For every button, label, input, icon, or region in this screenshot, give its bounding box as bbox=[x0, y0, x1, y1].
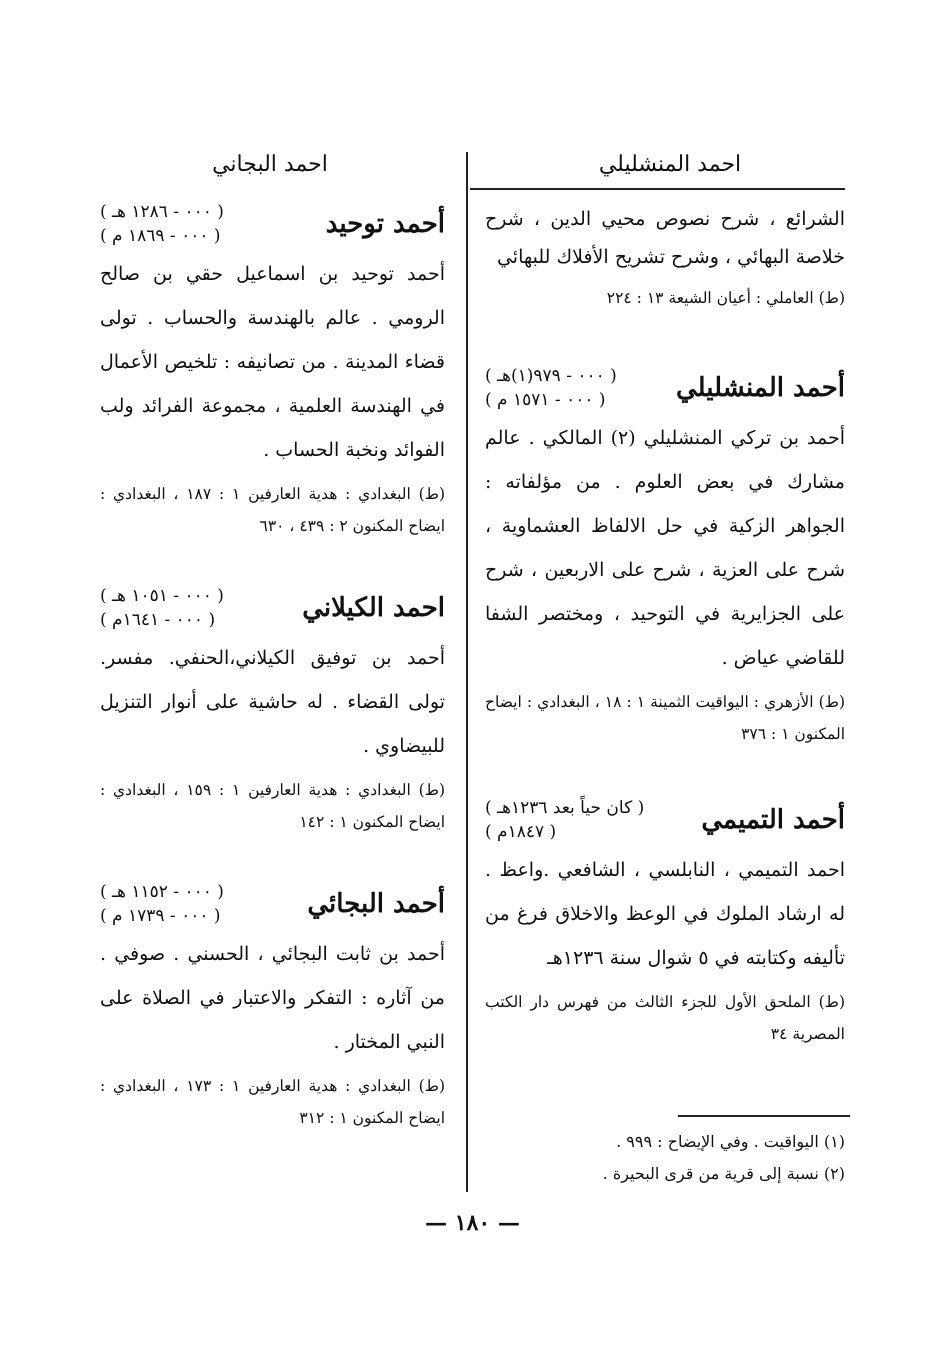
entry-header bbox=[485, 364, 845, 412]
header-rule bbox=[470, 188, 845, 190]
entry-header bbox=[485, 796, 845, 844]
entry-dates bbox=[100, 880, 224, 928]
entry-dates bbox=[485, 796, 644, 844]
entry-name: أحمد التميمي bbox=[701, 805, 845, 835]
date-gregorian: ( ٠٠٠ - ١٧٣٩ م ) bbox=[100, 906, 221, 926]
page-number: — ١٨٠ — bbox=[425, 1210, 520, 1236]
date-hijri: ( ٠٠٠ - ٩٧٩(١)هـ ) bbox=[485, 366, 617, 386]
footnote-rule bbox=[678, 1115, 850, 1117]
entry-header bbox=[100, 584, 445, 632]
entry-references: (ط) الأزهري : اليواقيت الثمينة ١ : ١٨ ، البغدادي : ايضاح المكنون ١ : ٣٧٦ bbox=[485, 693, 846, 743]
entry-name: أحمد توحيد bbox=[325, 209, 445, 239]
entry-references: (ط) الملحق الأول للجزء الثالث من فهرس دار الكتب المصرية ٣٤ bbox=[485, 993, 845, 1043]
biography-entry bbox=[100, 584, 445, 838]
date-hijri: ( ٠٠٠ - ١٢٨٦ هـ ) bbox=[100, 202, 224, 222]
running-head-right: احمد المنشليلي bbox=[598, 152, 742, 177]
entry-references: (ط) البغدادي : هدية العارفين ١ : ١٨٧ ، البغدادي : ايضاح المكنون ٢ : ٤٣٩ ، ٦٣٠ bbox=[100, 485, 446, 535]
entry-body: أحمد توحيد بن اسماعيل حقي بن صالح الرومي . عالم بالهندسة والحساب . تولى قضاء المدينة . من تصانيفه : تلخيص الأعمال في الهندسة العلمية ، مجموعة الفرائد ولب الفوائد ونخبة الحساب . bbox=[100, 263, 445, 461]
entry-header bbox=[100, 880, 445, 928]
date-gregorian: ( ١٨٤٧م ) bbox=[485, 822, 557, 842]
footnote: (٢) نسبة إلى قرية من قرى البحيرة . bbox=[602, 1164, 845, 1183]
entry-body: أحمد بن ثابت البجائي ، الحسني . صوفي . من آثاره : التفكر والاعتبار في الصلاة على النبي المختار . bbox=[100, 943, 445, 1053]
footnote: (١) اليواقيت . وفي الإيضاح : ٩٩٩ . bbox=[616, 1132, 845, 1151]
date-gregorian: ( ٠٠٠ - ١٥٧١ م ) bbox=[485, 390, 606, 410]
entry-body: أحمد بن تركي المنشليلي (٢) المالكي . عالم مشارك في بعض العلوم . من مؤلفاته : الجواهر الزكية في حل الالفاظ العشماوية ، شرح على العزية ، شرح على الاربعين ، شرح على الجزايرية في التوحيد ، ومختصر الشفا للقاضي عياض . bbox=[485, 427, 846, 669]
date-hijri: ( ٠٠٠ - ١٠٥١ هـ ) bbox=[100, 586, 224, 606]
entry-body: احمد التميمي ، النابلسي ، الشافعي .واعظ . له ارشاد الملوك في الوعظ والاخلاق فرغ من تأليفه وكتابته في ٥ شوال سنة ١٢٣٦هـ bbox=[485, 859, 845, 969]
entry-body: أحمد بن توفيق الكيلاني،الحنفي. مفسر. تولى القضاء . له حاشية على أنوار التنزيل للبيضاوي . bbox=[100, 647, 445, 757]
date-hijri: ( ٠٠٠ - ١١٥٢ هـ ) bbox=[100, 882, 224, 902]
biography-entry bbox=[485, 796, 845, 1050]
biography-entry bbox=[100, 200, 445, 542]
date-gregorian: ( ٠٠٠ - ١٨٦٩ م ) bbox=[100, 226, 221, 246]
continuation-text: الشرائع ، شرح نصوص محيي الدين ، شرح خلاصة البهائي ، وشرح تشريح الأفلاك للبهائي bbox=[485, 208, 845, 268]
column-divider bbox=[466, 152, 468, 1192]
entry-dates bbox=[100, 584, 224, 632]
entry-header bbox=[100, 200, 445, 248]
running-head-left: احمد البجاني bbox=[212, 152, 328, 177]
entry-name: احمد الكيلاني bbox=[302, 593, 445, 623]
entry-references: (ط) البغدادي : هدية العارفين ١ : ١٧٣ ، البغدادي : ايضاح المكنون ١ : ٣١٢ bbox=[100, 1077, 446, 1127]
date-hijri: ( كان حياً بعد ١٢٣٦هـ ) bbox=[485, 798, 645, 818]
footnotes bbox=[490, 1126, 845, 1190]
biography-entry bbox=[100, 880, 445, 1134]
entry-dates bbox=[485, 364, 617, 412]
entry-name: أحمد البجائي bbox=[307, 889, 445, 919]
left-column bbox=[100, 200, 445, 1134]
entry-name: أحمد المنشليلي bbox=[676, 373, 845, 403]
entry-dates bbox=[100, 200, 224, 248]
entry-references: (ط) البغدادي : هدية العارفين ١ : ١٥٩ ، البغدادي : ايضاح المكنون ١ : ١٤٢ bbox=[100, 781, 446, 831]
biography-entry bbox=[485, 364, 845, 750]
continuation-reference: (ط) العاملي : أعيان الشيعة ١٣ : ٢٢٤ bbox=[606, 289, 845, 307]
date-gregorian: ( ٠٠٠ - ١٦٤١م ) bbox=[100, 610, 216, 630]
right-column bbox=[485, 200, 845, 1050]
